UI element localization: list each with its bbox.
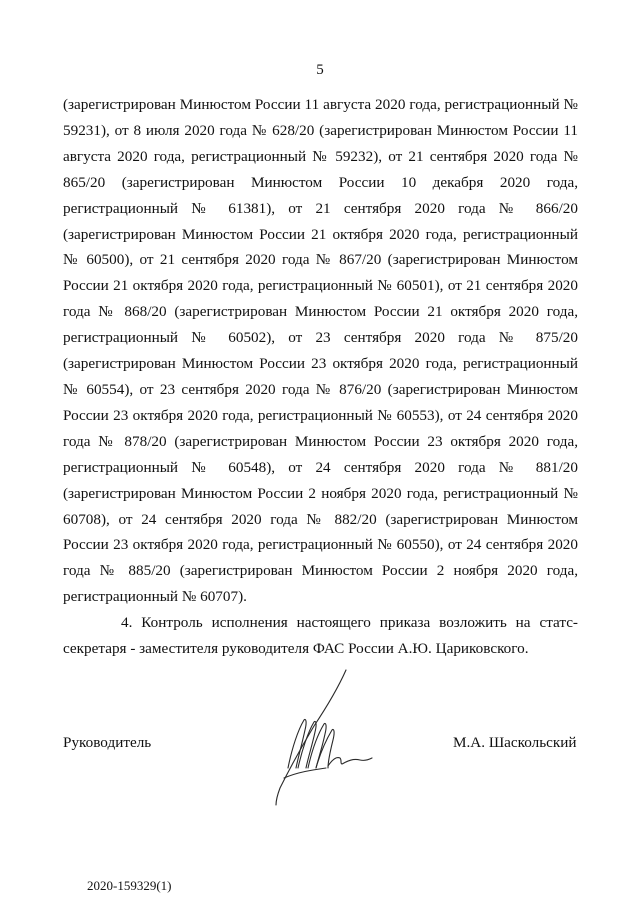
paragraph-continuation: (зарегистрирован Минюстом России 11 августа 2020 года, регистрационный № 59231), от 8 июля 2020 года № 628/20 (зарегистрирован Минюстом России 11 августа 2020 года, регистрационный № 59232), от 21 сентября 2020 года № 865/20 (зарегистрирован Минюстом России 10 декабря 2020 года, регистрационный № 61381), от 21 сентября 2020 года № 866/20 (зарегистрирован Минюстом России 21 октября 2020 года, регистрационный № 60500), от 21 сентября 2020 года № 867/20 (зарегистрирован Минюстом России 21 октября 2020 года, регистрационный № 60501), от 21 сентября 2020 года № 868/20 (зарегистрирован Минюстом России 21 октября 2020 года, регистрационный № 60502), от 23 сентября 2020 года № 875/20 (зарегистрирован Минюстом России 23 октября 2020 года, регистрационный № 60554), от 23 сентября 2020 года № 876/20 (зарегистрирован Минюстом России 23 октября 2020 года, регистрационный № 60553), от 24 сентября 2020 года № 878/20 (зарегистрирован Минюстом России 23 октября 2020 года, регистрационный № 60548), от 24 сентября 2020 года № 881/20 (зарегистрирован Минюстом России 2 ноября 2020 года, регистрационный № 60708), от 24 сентября 2020 года № 882/20 (зарегистрирован Минюстом России 23 октября 2020 года, регистрационный № 60550), от 24 сентября 2020 года № 885/20 (зарегистрирован Минюстом России 2 ноября 2020 года, регистрационный № 60707). — [63, 96, 578, 606]
document-body — [63, 92, 578, 662]
page-number: 5 — [316, 62, 324, 78]
signer-name: М.А. Шаскольский — [453, 734, 577, 751]
paragraph-point-4: 4. Контроль исполнения настоящего приказа возложить на статс-секретаря - заместителя руководителя ФАС России А.Ю. Цариковского. — [63, 614, 578, 658]
handwritten-signature — [268, 668, 378, 808]
signer-title: Руководитель — [63, 734, 152, 751]
document-id: 2020-159329(1) — [87, 878, 172, 893]
